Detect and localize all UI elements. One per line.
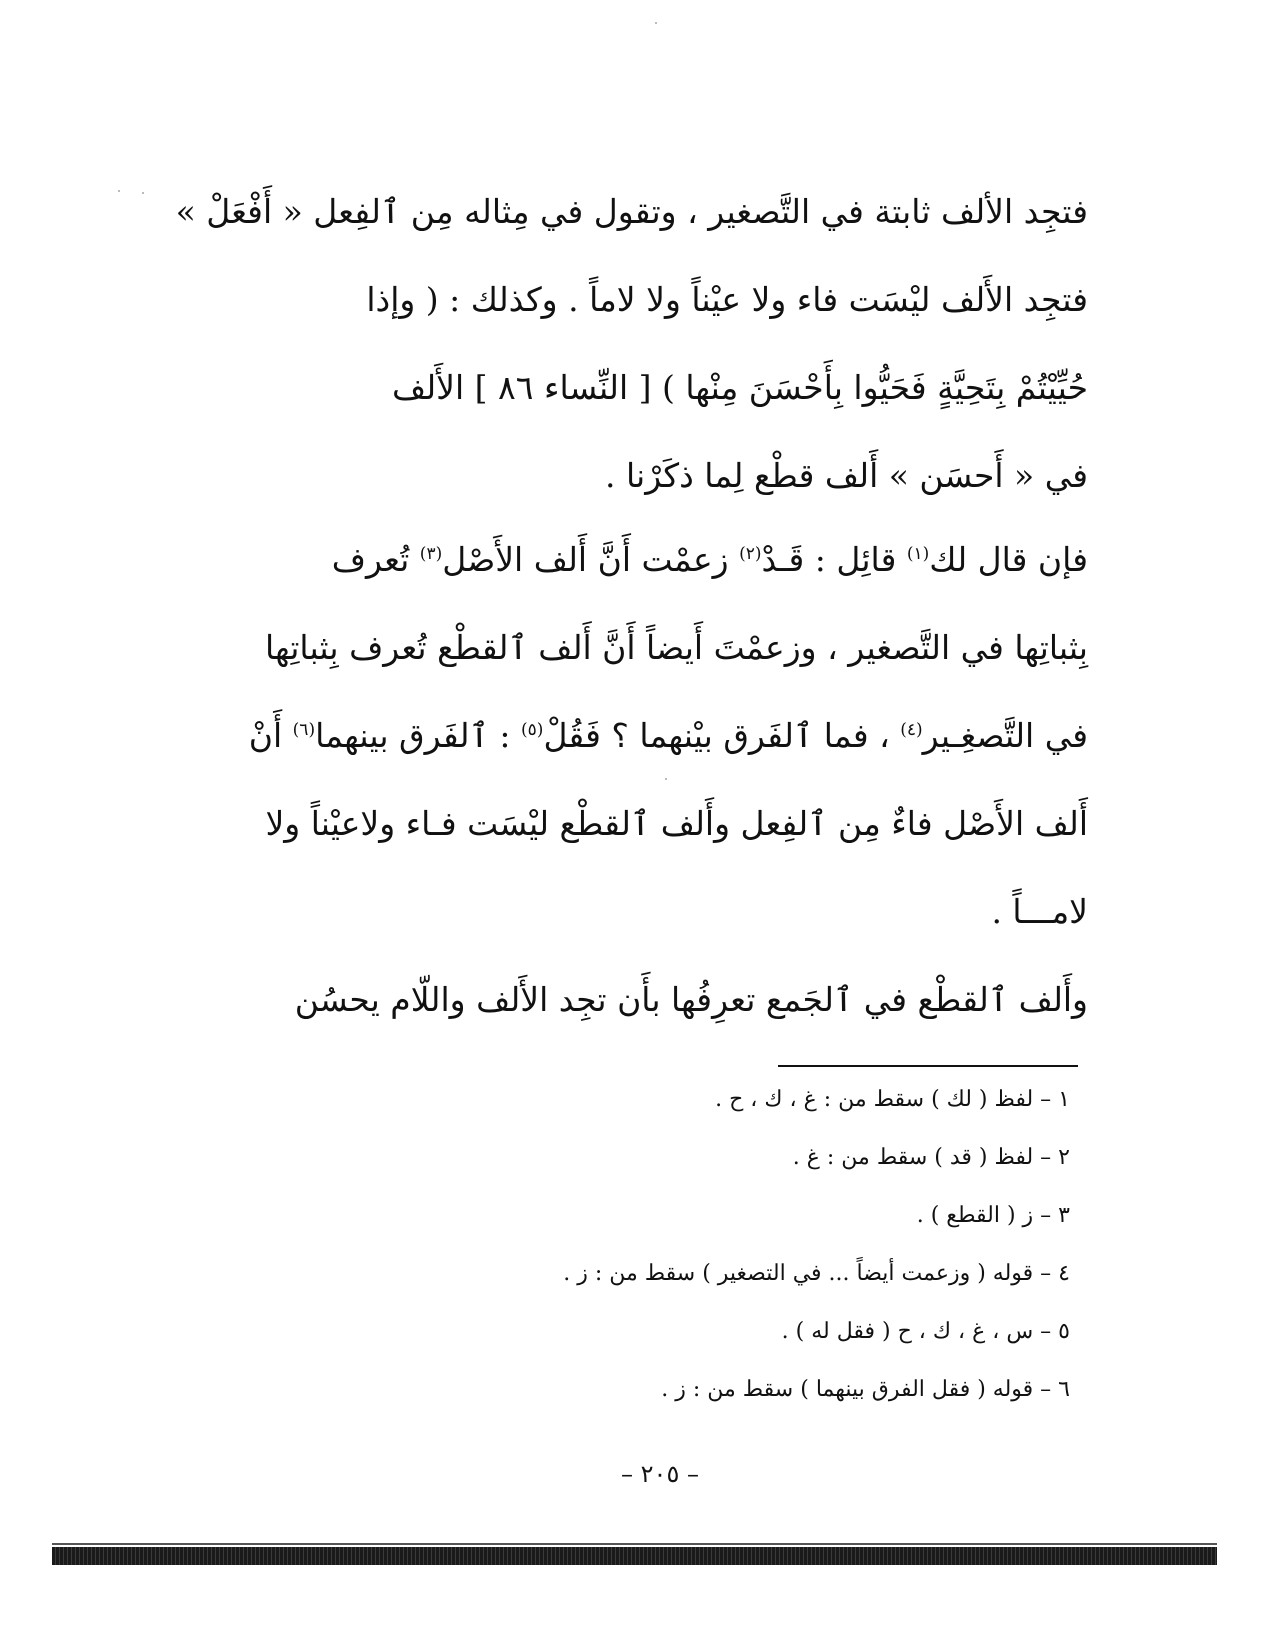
paragraph-2-line-1-text-b: قائِل : قَـدْ — [761, 540, 907, 579]
footnote-5: ٥ – س ، غ ، ك ، ح ( فقل له ) . — [781, 1319, 1070, 1344]
footnote-separator — [778, 1065, 1078, 1067]
paragraph-3 — [294, 980, 1088, 1020]
scan-speck — [655, 22, 657, 24]
scan-speck — [665, 778, 667, 780]
footnote-ref-2: (٢) — [739, 544, 762, 564]
scan-edge-bar — [52, 1547, 1217, 1565]
paragraph-2-line-3 — [248, 716, 1088, 756]
paragraph-1-line-1: فتجِد الألف ثابتة في التَّصغير ، وتقول في مِثاله مِن ٱلفِعل « أَفْعَلْ » — [175, 192, 1088, 231]
footnote-ref-6: (٦) — [292, 720, 316, 740]
page-number: – ٢٠٥ – — [621, 1460, 699, 1488]
footnote-ref-3: (٣) — [419, 544, 443, 564]
paragraph-2-line-5: لامـــاً . — [991, 892, 1088, 931]
footnotes — [380, 1085, 1070, 1433]
paragraph-2-line-1-text-c: زعمْت أَنَّ أَلف الأَصْل — [442, 540, 740, 579]
scan-speck — [142, 192, 144, 194]
paragraph-1-line-2: فتجِد الأَلف ليْسَت فاء ولا عيْناً ولا لاماً . وكذلك : ( وإذا — [366, 280, 1088, 319]
scan-edge-line — [52, 1543, 1217, 1545]
paragraph-1-line-4: في « أَحسَن » أَلف قطْع لِما ذكَرْنا . — [604, 456, 1088, 495]
footnote-ref-4: (٤) — [900, 720, 923, 740]
paragraph-2-line-1 — [300, 540, 1088, 580]
footnote-1: ١ – لفظ ( لك ) سقط من : غ ، ك ، ح . — [715, 1087, 1070, 1112]
paragraph-2-line-1-text-d: تُعرف — [331, 540, 420, 579]
scan-speck — [118, 190, 120, 192]
paragraph-2-line-4: أَلف الأَصْل فاءٌ مِن ٱلفِعل وأَلف ٱلقطْع ليْسَت فـاء ولاعيْناً ولا — [265, 804, 1088, 843]
paragraph-2-line-3-text-b: ، فما ٱلفَرق بيْنهما ؟ فَقُلْ — [543, 716, 901, 755]
footnote-ref-1: (١) — [906, 544, 930, 564]
paragraph-2 — [248, 540, 1088, 980]
paragraph-1-line-3: حُيِّيْتُمْ بِتَحِيَّةٍ فَحَيُّوا بِأَحْسَنَ مِنْها ) [ النِّساء ٨٦ ] الأَلف — [391, 368, 1088, 407]
paragraph-2-line-3-text-d: أَنْ — [248, 716, 293, 755]
paragraph-2-line-3-text-c: : ٱلفَرق بينهما — [315, 716, 522, 755]
footnote-ref-5: (٥) — [521, 720, 544, 740]
footnote-4: ٤ – قوله ( وزعمت أيضاً ... في التصغير ) سقط من : ز . — [563, 1261, 1070, 1286]
paragraph-2-line-2: بِثباتِها في التَّصغير ، وزعمْتَ أَيضاً أَنَّ أَلف ٱلقطْع تُعرف بِثباتِها — [264, 628, 1088, 667]
paragraph-3-line-1: وأَلف ٱلقطْع في ٱلجَمع تعرِفُها بأَن تجِد الأَلف واللّام يحسُن — [294, 980, 1088, 1019]
paragraph-2-line-3-text-a: في التَّصغِـير — [922, 716, 1088, 755]
paragraph-1 — [175, 192, 1088, 544]
footnote-2: ٢ – لفظ ( قد ) سقط من : غ . — [792, 1145, 1070, 1170]
footnote-6: ٦ – قوله ( فقل الفرق بينهما ) سقط من : ز . — [661, 1377, 1070, 1402]
footnote-3: ٣ – ز ( القطع ) . — [916, 1203, 1070, 1228]
paragraph-2-line-1-text-a: فإن قال لك — [929, 540, 1088, 579]
